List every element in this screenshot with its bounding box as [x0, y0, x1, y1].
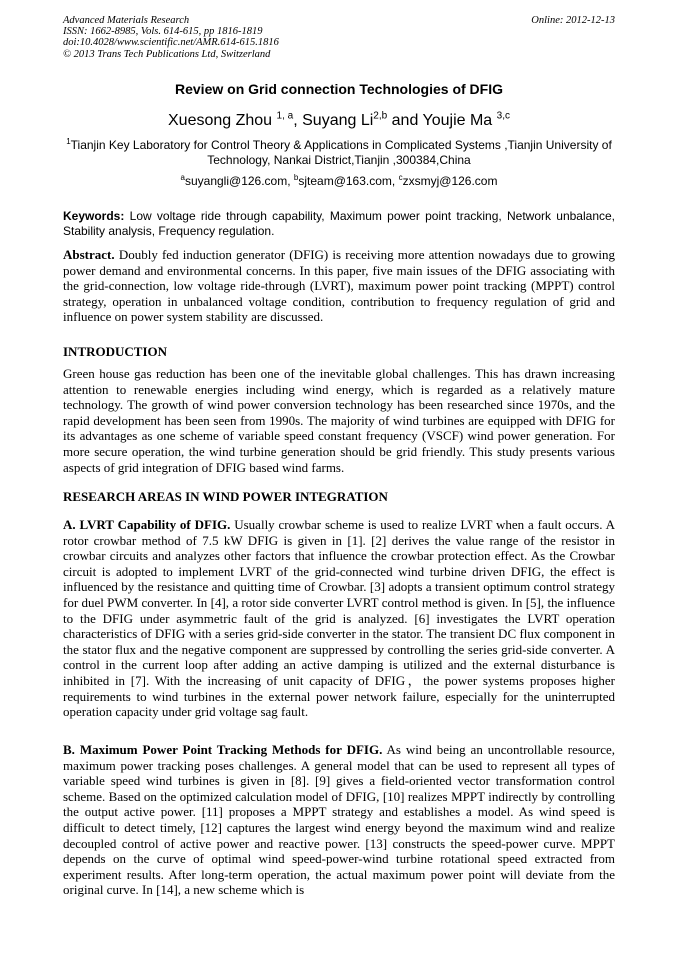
subsection-lvrt — [63, 517, 615, 720]
paper-title: Review on Grid connection Technologies of DFIG — [175, 81, 503, 97]
author-name: Youjie Ma — [422, 112, 493, 129]
author-affiliation-mark: 2,b — [373, 110, 388, 122]
subsection-mppt — [63, 742, 615, 898]
publication-header — [63, 15, 615, 60]
subsection-mppt-label: B. Maximum Power Point Tracking Methods for DFIG. — [63, 742, 383, 757]
copyright-line: © 2013 Trans Tech Publications Ltd, Switzerland — [63, 48, 271, 60]
keywords-label: Keywords: — [63, 209, 125, 223]
email-list — [63, 174, 615, 189]
abstract-label: Abstract. — [63, 247, 115, 262]
author-affiliation-mark: 3,c — [496, 110, 510, 122]
email-mark: a — [180, 173, 185, 182]
subsection-lvrt-label: A. LVRT Capability of DFIG. — [63, 517, 231, 532]
author-conjunction: and — [391, 112, 419, 129]
email-mark: b — [293, 173, 299, 182]
section-heading-introduction: INTRODUCTION — [63, 344, 168, 359]
author-name: Xuesong Zhou — [168, 112, 273, 129]
email-mark: c — [398, 173, 403, 182]
email-address[interactable]: suyangli@126.com, — [184, 174, 291, 188]
keywords-text: Low voltage ride through capability, Maximum power point tracking, Network unbalance, Stability analysis, Frequency regulation. — [63, 209, 616, 238]
journal-name: Advanced Materials Research — [63, 15, 190, 26]
keywords — [63, 209, 615, 238]
affiliation — [63, 138, 615, 168]
subsection-lvrt-text: Usually crowbar scheme is used to realize LVRT when a fault occurs. A rotor crowbar method of 7.5 kW DFIG is given in [1]. [2] derives the value range of the resistor in crowbar circuits and analyzes other factors that influence the crowbar protection effect. As the Crowbar circuit is adopted to implement LVRT of the grid-connected wind turbine driven DFIG, the effect is influenced by the resistance and quitting time of Crowbar. [3] adopts a transient optimum control strategy for duel PWM converter. In [4], a rotor side converter LVRT control method is given. In [5], the influence to the DFIG under asymmetric fault of the grid is analyzed. [6] investigates the LVRT operation characteristics of DFIG with a series grid-side converter in the stator. The transient DC flux component in the stator flux and the negative component are suppressed by controlling the series grid-side converter. A control in the current loop after adding an active damping is utilized and the external disturbance is inhibited in [7]. With the increasing of unit capacity of DFIG，the power systems proposes higher requirements to wind turbines in the external power network failure, especially for the uninterrupted operation capacity under grid voltage sag fault. — [63, 517, 616, 720]
author-list — [63, 111, 615, 131]
subsection-mppt-text: As wind being an uncontrollable resource, maximum power tracking poses challenges. A general model that can be used to represent all types of variable speed wind turbines is given in [8]. [9] gives a field-oriented vector transformation control scheme. Based on the optimized calculation model of DFIG, [10] realizes MPPT indirectly by controlling the output active power. [11] proposes a MPPT strategy and establishes a model. As wind speed is difficult to detect timely, [12] captures the largest wind energy beyond the maximum wind and realize decoupled control of active power and reactive power. [13] constructs the speed-power curve. MPPT depends on the curve of optimal wind speed-power-wind turbine rotational speed extracted from experiment results. After long-term operation, the actual maximum power point will deviate from the original curve. In [14], a new scheme which is — [63, 742, 615, 898]
introduction-paragraph: Green house gas reduction has been one of the inevitable global challenges. This has drawn increasing attention to renewable energies including wind energy, which is regarded as a relatively mature technology. The growth of wind power conversion technology has been researched since 1970s, and the rapid development has been seen from 1990s. The majority of wind turbines are equipped with DFIG for its advantages as one scheme of variable speed constant frequency (VSCF) wind power generation. For more secure operation, the wind turbine generation should be grid friendly. This study presents various aspects of grid integration of DFIG based wind farms. — [63, 366, 615, 475]
abstract-text: Doubly fed induction generator (DFIG) is receiving more attention nowadays due to growing power demand and environmental concerns. In this paper, five main issues of the DFIG associating with the grid-connection, low voltage ride-through (LVRT), maximum power point tracking (MPPT) control strategy, operation in unbalanced voltage condition, contribution to frequency regulation of grid and influence on power system stability are discussed. — [63, 247, 615, 325]
section-heading-research-areas: RESEARCH AREAS IN WIND POWER INTEGRATION — [63, 489, 388, 504]
abstract — [63, 247, 615, 325]
doi-line[interactable]: doi:10.4028/www.scientific.net/AMR.614-615.1816 — [63, 37, 279, 49]
affiliation-mark: 1 — [66, 137, 71, 146]
email-address[interactable]: sjteam@163.com, — [298, 174, 396, 188]
author-name: Suyang Li — [302, 112, 374, 129]
online-date: Online: 2012-12-13 — [531, 15, 615, 26]
issn-line: ISSN: 1662-8985, Vols. 614-615, pp 1816-1819 — [63, 26, 263, 38]
email-address[interactable]: zxsmyj@126.com — [402, 174, 498, 188]
author-affiliation-mark: 1, a — [276, 110, 294, 122]
affiliation-text: Tianjin Key Laboratory for Control Theory & Applications in Complicated Systems ,Tianjin University of Technology, Nankai District,Tianjin ,300384,China — [70, 138, 612, 167]
author-separator: , — [293, 112, 298, 129]
